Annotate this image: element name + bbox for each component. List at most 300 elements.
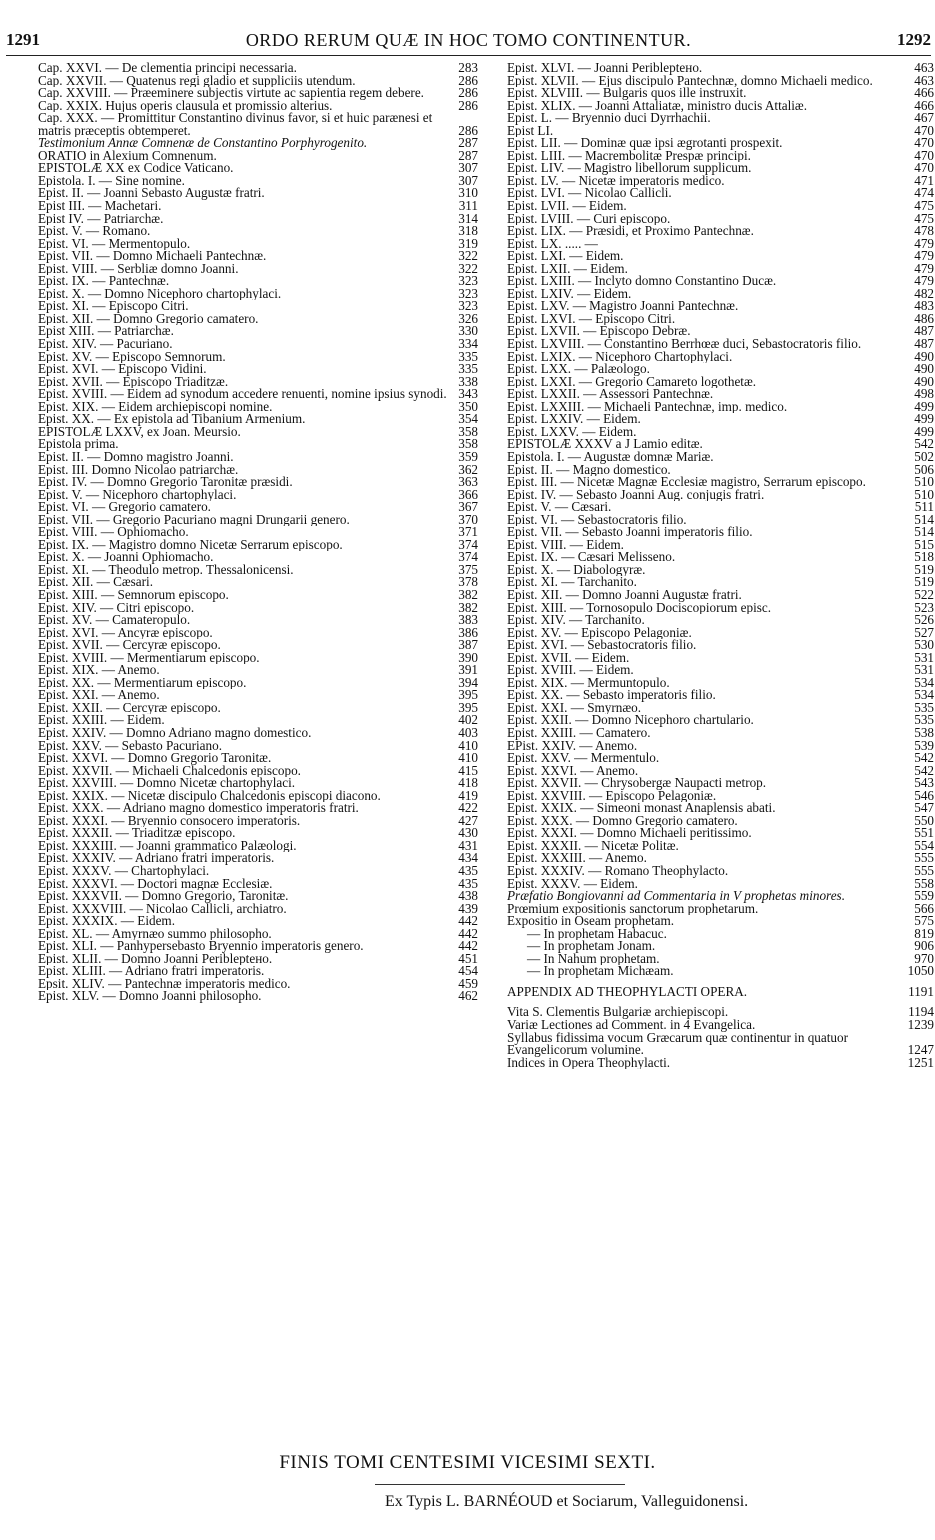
- toc-entry: [507, 300, 934, 313]
- toc-entry: [507, 727, 934, 740]
- toc-entry-page: 394: [458, 676, 478, 690]
- printer-line: Ex Typis L. BARNÉOUD et Sociarum, Valleguidonensi.: [385, 1493, 749, 1510]
- toc-entry-title: Testimonium Annæ Comnenæ de Constantino Porphyrogenito.: [38, 137, 368, 150]
- toc-entry: [507, 225, 934, 238]
- toc-entry-page: 575: [914, 915, 934, 928]
- toc-entry-page: 499: [914, 425, 934, 439]
- toc-entry-page: 378: [458, 576, 478, 589]
- toc-entry: [38, 62, 478, 75]
- toc-entry-title: Epsit. XLIV. — Pantechnæ imperatoris medico.: [38, 977, 291, 991]
- toc-entry-page: 382: [458, 588, 478, 602]
- toc-entry-page: 286: [458, 99, 478, 113]
- toc-entry-title: Epist. XV. — Episcopo Semnorum.: [38, 350, 226, 364]
- toc-entry-title: Epistola. I. — Augustæ domnæ Mariæ.: [507, 450, 714, 464]
- toc-entry: [507, 677, 934, 690]
- toc-entry: [507, 263, 934, 276]
- toc-entry: [507, 313, 934, 326]
- toc-entry-page: 479: [914, 262, 934, 276]
- toc-entry-title: Expositio in Oseam prophetam.: [507, 915, 675, 928]
- toc-entry: [507, 175, 934, 188]
- toc-entry-page: 535: [914, 714, 934, 727]
- toc-entry-title: Præfatio Bongiovanni ad Commentaria in V prophetas minores.: [507, 890, 845, 903]
- toc-entry-page: 526: [914, 614, 934, 627]
- toc-entry: [507, 526, 934, 539]
- toc-entry-page: 311: [458, 200, 478, 213]
- toc-entry: [38, 489, 478, 502]
- toc-entry: [38, 953, 478, 966]
- toc-entry: [38, 300, 478, 313]
- toc-entry: [507, 940, 934, 953]
- toc-entry: [38, 928, 478, 941]
- toc-entry: [507, 589, 934, 602]
- toc-entry-page: 307: [458, 162, 478, 175]
- toc-entry-title: Epist. III. Domno Nicolao patriarchæ.: [38, 463, 239, 477]
- toc-entry-page: 506: [914, 463, 934, 477]
- toc-entry: [507, 840, 934, 853]
- toc-entry: [507, 639, 934, 652]
- toc-entry-title: Epist. IV. — Domno Gregorio Taronitæ præsidi.: [38, 476, 293, 489]
- toc-entry-page: 531: [914, 664, 934, 677]
- toc-entry-page: 471: [914, 174, 934, 188]
- toc-entry-title: Epist. XLIX. — Joanni Attaliatæ, ministro ducis Attaliæ.: [507, 99, 808, 113]
- toc-entry-title: Epist. XVIII. — Eidem ad synodum accedere renuenti, nomine ipsius synodi.: [38, 388, 447, 401]
- toc-entry: [38, 213, 478, 226]
- toc-entry-title: EPISTOLÆ XXXV a J Lamio editæ.: [507, 438, 703, 451]
- toc-entry: [507, 1032, 934, 1057]
- toc-entry-page: 523: [914, 601, 934, 615]
- toc-entry-page: 286: [458, 87, 478, 100]
- toc-entry-title: Epist. XIV. — Citri episcopo.: [38, 601, 195, 615]
- toc-entry: [38, 426, 478, 439]
- toc-entry-page: 470: [914, 149, 934, 163]
- toc-entry-page: 322: [458, 262, 478, 276]
- toc-entry: [507, 62, 934, 75]
- toc-entry: [507, 878, 934, 891]
- toc-entry: [507, 363, 934, 376]
- toc-entry: [38, 100, 478, 113]
- toc-entry-title: Epist. LXXV. — Eidem.: [507, 425, 637, 439]
- toc-entry-page: 499: [914, 400, 934, 414]
- toc-entry-title: Epist. XXXVIII. — Nicolao Callicli, archiatro.: [38, 902, 287, 916]
- toc-entry-title: Cap. XXVII. — Quatenus regi gladio et suppliciis utendum.: [38, 74, 356, 88]
- toc-entry-title: Epist. XVII. — Cercyræ episcopo.: [38, 639, 221, 652]
- toc-entry-title: Epist. XXVI. — Anemo.: [507, 764, 639, 778]
- toc-entry-title: Epist. XII. — Domno Gregorio camatero.: [38, 312, 259, 326]
- toc-entry-page: 434: [458, 852, 478, 865]
- toc-entry-page: 402: [458, 714, 478, 727]
- toc-entry-title: Epist. LXVIII. — Constantino Berrhœæ duci, Sebastocratoris filio.: [507, 338, 862, 351]
- toc-entry-page: 334: [458, 338, 478, 351]
- toc-entry-title: Epist. XLV. — Domno Joanni philosopho.: [38, 990, 262, 1004]
- toc-entry-page: 323: [458, 275, 478, 288]
- toc-entry-page: 559: [914, 890, 934, 903]
- toc-entry: [507, 489, 934, 502]
- toc-entry: [38, 476, 478, 489]
- toc-entry-title: Epist. XLIII. — Adriano fratri imperatoris.: [38, 965, 265, 978]
- toc-entry: [38, 325, 478, 338]
- toc-entry: [38, 137, 478, 150]
- toc-entry: [38, 639, 478, 652]
- toc-entry: [507, 1019, 934, 1032]
- toc-entry-page: 490: [914, 363, 934, 376]
- toc-entry: [38, 338, 478, 351]
- toc-entry-title: Epist. LIV. — Magistro libellorum supplicum.: [507, 162, 752, 175]
- toc-entry: [507, 827, 934, 840]
- toc-entry: [507, 752, 934, 765]
- toc-entry-title: EPISTOLÆ XX ex Codice Vaticano.: [38, 162, 234, 175]
- header-rule: [6, 55, 931, 56]
- toc-entry-page: 534: [914, 689, 934, 702]
- toc-entry-page: 410: [458, 739, 478, 753]
- toc-entry-page: 479: [914, 250, 934, 263]
- toc-entry-page: 431: [458, 839, 478, 853]
- toc-entry-title: Epist. LIII. — Macrembolitæ Prespæ principi.: [507, 149, 751, 163]
- toc-entry: [38, 740, 478, 753]
- toc-entry-title: Cap. XXVIII. — Præeminere subjectis virtute ac sapientia regem debere.: [38, 87, 424, 100]
- toc-entry-page: 510: [914, 476, 934, 489]
- toc-entry-title: Epist. XXIII. — Camatero.: [507, 726, 651, 740]
- toc-entry-title: APPENDIX AD THEOPHYLACTI OPERA.: [507, 985, 748, 999]
- toc-entry-title: Epist. XXIX. — Nicetæ discipulo Chalcedonis episcopi diacono.: [38, 789, 381, 803]
- toc-entry-title: Epist. LXVII. — Episcopo Debræ.: [507, 325, 691, 339]
- toc-entry-page: 475: [914, 212, 934, 226]
- toc-entry-title: Epist. IV. — Sebasto Joanni Aug. conjugis fratri.: [507, 488, 765, 502]
- toc-entry-title: Epist. XIX. — Anemo.: [38, 664, 160, 677]
- toc-entry-page: 338: [458, 375, 478, 389]
- toc-entry-title: Epist. LXX. — Palæologo.: [507, 363, 650, 376]
- toc-entry-title: Epist. X. — Diabologyræ.: [507, 563, 646, 577]
- toc-entry-title: Epist XIII. — Patriarchæ.: [38, 325, 174, 339]
- toc-entry-page: 463: [914, 62, 934, 75]
- toc-entry-page: 375: [458, 563, 478, 577]
- toc-entry-title: Epist. XL. — Amyrnæo summo philosopho.: [38, 927, 272, 941]
- toc-entry-page: 362: [458, 463, 478, 477]
- toc-entry-page: 387: [458, 639, 478, 652]
- toc-entry-title: Epist. XXXV. — Chartophylaci.: [38, 865, 210, 878]
- toc-entry-page: 466: [914, 99, 934, 113]
- toc-entry: [38, 689, 478, 702]
- toc-entry: [38, 677, 478, 690]
- toc-entry: [507, 965, 934, 978]
- toc-entry: [38, 790, 478, 803]
- toc-entry-page: 283: [458, 62, 478, 75]
- toc-entry-title: Epist. LXXIII. — Michaeli Pantechnæ, imp. medico.: [507, 400, 788, 414]
- toc-entry-title: Epist. XXXIV. — Adriano fratri imperatoris.: [38, 852, 275, 865]
- toc-entry-page: 307: [458, 174, 478, 188]
- toc-entry-page: 819: [914, 927, 934, 941]
- toc-entry-page: 1239: [907, 1019, 934, 1032]
- toc-entry: [38, 802, 478, 815]
- toc-entry-page: 370: [458, 513, 478, 527]
- toc-entry-title: ORATIO in Alexium Comnenum.: [38, 149, 217, 163]
- toc-entry-page: 555: [914, 852, 934, 865]
- toc-entry-title: Epist. LXXIV. — Eidem.: [507, 413, 641, 426]
- toc-entry-title: Epist. IX. — Cæsari Melisseno.: [507, 551, 676, 564]
- toc-entry: [38, 664, 478, 677]
- toc-entry-page: 363: [458, 476, 478, 489]
- toc-entry-page: 558: [914, 877, 934, 891]
- toc-entry-title: Epist. XXXVI. — Doctori magnæ Ecclesiæ.: [38, 877, 273, 891]
- toc-entry-title: — In prophetam Jonam.: [527, 940, 656, 953]
- toc-entry-page: 1050: [907, 965, 934, 978]
- toc-entry: [507, 213, 934, 226]
- toc-entry-page: 418: [458, 777, 478, 790]
- toc-entry-title: Epist. XIII. — Semnorum episcopo.: [38, 588, 229, 602]
- toc-entry-title: Epist. XII. — Domno Joanni Augustæ fratri.: [507, 588, 742, 602]
- toc-entry-page: 330: [458, 325, 478, 339]
- toc-entry-title: Epist. XX. — Mermentiarum episcopo.: [38, 676, 247, 690]
- toc-entry-title: Epist. XX. — Ex epistola ad Tibanium Armenium.: [38, 413, 306, 426]
- toc-entry-title: — In Nahum prophetam.: [527, 952, 660, 966]
- toc-entry: [507, 702, 934, 715]
- toc-entry-title: — In prophetam Michæam.: [527, 965, 674, 978]
- toc-entry-title: Epist. LXII. — Eidem.: [507, 262, 628, 276]
- toc-entry: [507, 100, 934, 113]
- toc-entry: [38, 852, 478, 865]
- toc-entry-page: 1247: [907, 1042, 934, 1057]
- toc-entry: [38, 363, 478, 376]
- toc-entry: [507, 238, 934, 251]
- toc-entry-page: 382: [458, 601, 478, 615]
- toc-entry-page: 371: [458, 526, 478, 539]
- toc-entry-title: Epist. XXV. — Sebasto Pacuriano.: [38, 739, 222, 753]
- toc-entry-page: 442: [458, 940, 478, 953]
- toc-entry-title: Indices in Opera Theophylacti.: [507, 1056, 671, 1070]
- toc-entry-title: Epist. XXXII. — Nicetæ Politæ.: [507, 839, 679, 853]
- toc-entry-title: EPist. XXIV. — Anemo.: [507, 739, 638, 753]
- toc-entry-page: 490: [914, 375, 934, 389]
- toc-entry-title: Epist. LX. ..... —: [507, 237, 598, 251]
- toc-entry-page: 906: [914, 940, 934, 953]
- toc-entry-page: 442: [458, 915, 478, 928]
- toc-entry: [38, 940, 478, 953]
- toc-entry: [38, 602, 478, 615]
- toc-entry: [507, 790, 934, 803]
- toc-entry-title: Epist. XXI. — Smyrnæo.: [507, 701, 642, 715]
- toc-entry: [507, 664, 934, 677]
- toc-entry: [507, 865, 934, 878]
- toc-entry: [38, 438, 478, 451]
- toc-entry-page: 395: [458, 689, 478, 702]
- toc-entry: [38, 162, 478, 175]
- toc-entry: [507, 501, 934, 514]
- toc-entry-page: 546: [914, 789, 934, 803]
- toc-entry-title: Epist. LXXI. — Gregorio Camareto logothetæ.: [507, 375, 757, 389]
- toc-entry-page: 483: [914, 300, 934, 313]
- toc-entry: [38, 752, 478, 765]
- toc-entry-title: Epistola prima.: [38, 438, 119, 451]
- toc-entry-title: Epist. XIV. — Tarchanito.: [507, 614, 645, 627]
- toc-entry: [38, 714, 478, 727]
- toc-entry: [507, 150, 934, 163]
- toc-entry-page: 383: [458, 614, 478, 627]
- toc-entry-page: 374: [458, 538, 478, 552]
- page-title: ORDO RERUM QUÆ IN HOC TOMO CONTINENTUR.: [245, 30, 692, 50]
- toc-entry-page: 479: [914, 237, 934, 251]
- toc-entry-page: 542: [914, 438, 934, 451]
- toc-entry-page: 335: [458, 350, 478, 364]
- toc-entry-page: 474: [914, 187, 934, 201]
- toc-entry-page: 350: [458, 400, 478, 414]
- spacer: [507, 978, 934, 986]
- toc-entry-page: 390: [458, 651, 478, 665]
- toc-entry: [507, 627, 934, 640]
- toc-entry-title: Epist. VII. — Gregorio Pacuriano magni Drungarii genero.: [38, 513, 350, 527]
- toc-entry: [38, 765, 478, 778]
- toc-entry-page: 566: [914, 902, 934, 916]
- toc-entry: [38, 150, 478, 163]
- toc-entry-title: Epist. XXXIII. — Joanni grammatico Palæologi.: [38, 839, 297, 853]
- toc-entry-title: Epist. XXVII. — Michaeli Chalcedonis episcopo.: [38, 764, 301, 778]
- toc-entry-page: 543: [914, 777, 934, 790]
- toc-entry-page: 314: [458, 212, 478, 226]
- toc-entry-page: 1251: [907, 1056, 934, 1070]
- toc-entry: [38, 225, 478, 238]
- toc-entry-page: 539: [914, 739, 934, 753]
- toc-entry: [507, 187, 934, 200]
- right-column: [507, 62, 934, 1069]
- toc-entry-page: 490: [914, 350, 934, 364]
- toc-entry-page: 535: [914, 701, 934, 715]
- toc-entry-title: Syllabus fidissima vocum Græcarum quæ continentur in quatuor Evangelicorum volumine.: [507, 1031, 848, 1057]
- toc-entry-title: Epist. XV. — Episcopo Pelagoniæ.: [507, 626, 692, 640]
- toc-entry: [38, 589, 478, 602]
- toc-entry-title: Epist. XXVI. — Domno Gregorio Taronitæ.: [38, 752, 272, 765]
- toc-entry: [38, 401, 478, 414]
- toc-entry-title: Epist. XII. — Cæsari.: [38, 576, 154, 589]
- finis-line: FINIS TOMI CENTESIMI VICESIMI SEXTI.: [279, 1452, 656, 1473]
- toc-entry: [507, 388, 934, 401]
- page-number-right: 1292: [897, 30, 931, 49]
- toc-entry: [507, 852, 934, 865]
- toc-entry-title: Epist. XLVI. — Joanni Peribleptено.: [507, 62, 703, 75]
- toc-entry-page: 439: [458, 902, 478, 916]
- toc-entry-page: 422: [458, 802, 478, 815]
- toc-entry: [507, 714, 934, 727]
- toc-entry-page: 550: [914, 814, 934, 828]
- toc-entry-title: Epist. VI. — Gregorio camatero.: [38, 501, 211, 514]
- toc-entry: [507, 986, 934, 999]
- toc-entry-title: Epist. XI. — Episcopo Citri.: [38, 300, 189, 313]
- toc-entry: [507, 162, 934, 175]
- toc-entry: [507, 200, 934, 213]
- toc-entry-title: Prœmium expositionis sanctorum prophetarum.: [507, 902, 759, 916]
- toc-entry-title: Epist. XXXII. — Triaditzæ episcopo.: [38, 827, 236, 840]
- toc-entry-page: 515: [914, 538, 934, 552]
- toc-entry-title: Epist. LVII. — Eidem.: [507, 200, 627, 213]
- toc-entry: [507, 351, 934, 364]
- toc-entry: [507, 464, 934, 477]
- toc-entry: [507, 75, 934, 88]
- toc-entry: [507, 288, 934, 301]
- toc-entry: [507, 890, 934, 903]
- toc-entry-title: Cap. XXIX. Hujus operis clausula et promissio alterius.: [38, 99, 333, 113]
- toc-entry-title: Epist. VI. — Sebastocratoris filio.: [507, 513, 687, 527]
- toc-entry-page: 551: [914, 827, 934, 840]
- toc-entry-page: 322: [458, 250, 478, 263]
- toc-entry: [38, 627, 478, 640]
- toc-entry-page: 554: [914, 839, 934, 853]
- toc-entry: [38, 112, 478, 137]
- toc-entry-page: 343: [458, 388, 478, 401]
- toc-entry-title: Epist. LVIII. — Curi episcopo.: [507, 212, 671, 226]
- toc-entry: [38, 187, 478, 200]
- left-column: [38, 62, 478, 1003]
- toc-entry-page: 487: [914, 338, 934, 351]
- toc-entry-title: Epistola. I. — Sine nomine.: [38, 174, 185, 188]
- toc-entry-page: 514: [914, 526, 934, 539]
- toc-entry-page: 530: [914, 639, 934, 652]
- toc-entry: [507, 802, 934, 815]
- toc-entry-page: 323: [458, 287, 478, 301]
- toc-entry: [38, 388, 478, 401]
- toc-entry-page: 519: [914, 563, 934, 577]
- toc-entry-page: 463: [914, 74, 934, 88]
- toc-entry-page: 354: [458, 413, 478, 426]
- toc-entry: [38, 890, 478, 903]
- toc-entry-title: Epist. XXIV. — Domno Adriano magno domestico.: [38, 726, 312, 740]
- toc-entry-title: Epist. LXXII. — Assessori Pantechnæ.: [507, 388, 714, 401]
- toc-entry-title: Epist III. — Machetari.: [38, 200, 162, 213]
- toc-entry: [38, 288, 478, 301]
- toc-entry-title: Epist. LV. — Nicetæ imperatoris medico.: [507, 174, 725, 188]
- toc-entry-page: 470: [914, 137, 934, 150]
- toc-entry-page: 518: [914, 551, 934, 564]
- toc-entry: [38, 652, 478, 665]
- toc-entry: [507, 551, 934, 564]
- page-header: [6, 30, 931, 52]
- toc-entry: [507, 689, 934, 702]
- toc-entry-title: Epist. V. — Romano.: [38, 225, 151, 238]
- toc-entry-page: 438: [458, 890, 478, 903]
- toc-entry-title: Epist. XXXIV. — Romano Theophylacto.: [507, 865, 729, 878]
- toc-entry-page: 319: [458, 237, 478, 251]
- toc-entry-page: 395: [458, 701, 478, 715]
- toc-entry-page: 542: [914, 752, 934, 765]
- toc-entry: [507, 928, 934, 941]
- toc-entry-page: 487: [914, 325, 934, 339]
- toc-entry-title: Epist. LVI. — Nicolao Callicli.: [507, 187, 672, 201]
- toc-entry-title: Epist. LXIV. — Eidem.: [507, 287, 632, 301]
- toc-entry-page: 435: [458, 877, 478, 891]
- toc-entry-title: Epist. XXIII. — Eidem.: [38, 714, 165, 727]
- toc-entry-page: 502: [914, 450, 934, 464]
- toc-entry-page: 555: [914, 865, 934, 878]
- toc-entry: [507, 438, 934, 451]
- toc-entry-title: Epist LI.: [507, 124, 554, 138]
- toc-entry-page: 478: [914, 225, 934, 238]
- toc-entry: [38, 978, 478, 991]
- toc-entry-page: 510: [914, 488, 934, 502]
- toc-entry-title: Epist. XLVII. — Ejus discipulo Pantechnæ, domno Michaeli medico.: [507, 74, 873, 88]
- toc-entry-title: Epist. XXV. — Mermentulo.: [507, 752, 660, 765]
- toc-entry-title: Epist. L. — Bryennio duci Dyrrhachii.: [507, 112, 711, 125]
- toc-entry-page: 531: [914, 651, 934, 665]
- toc-entry-title: Epist. XXII. — Cercyræ episcopo.: [38, 701, 221, 715]
- toc-entry: [38, 501, 478, 514]
- toc-entry-page: 366: [458, 488, 478, 502]
- toc-entry-page: 358: [458, 425, 478, 439]
- toc-entry-title: Epist. II. — Magno domestico.: [507, 463, 671, 477]
- toc-entry-page: 470: [914, 124, 934, 138]
- toc-entry: [507, 514, 934, 527]
- toc-entry-title: — In prophetam Habacuc.: [527, 927, 667, 941]
- toc-entry-title: Epist. XIV. — Pacuriano.: [38, 338, 173, 351]
- toc-entry-title: Epist. XXIX. — Simeoni monast Anaplensis abati.: [507, 802, 776, 815]
- toc-entry-title: EPISTOLÆ LXXV, ex Joan. Meursio.: [38, 425, 241, 439]
- toc-entry-title: Epist. LII. — Dominæ quæ ipsi ægrotanti prospexit.: [507, 137, 783, 150]
- toc-entry-title: Epist. VII. — Domno Michaeli Pantechnæ.: [38, 250, 267, 263]
